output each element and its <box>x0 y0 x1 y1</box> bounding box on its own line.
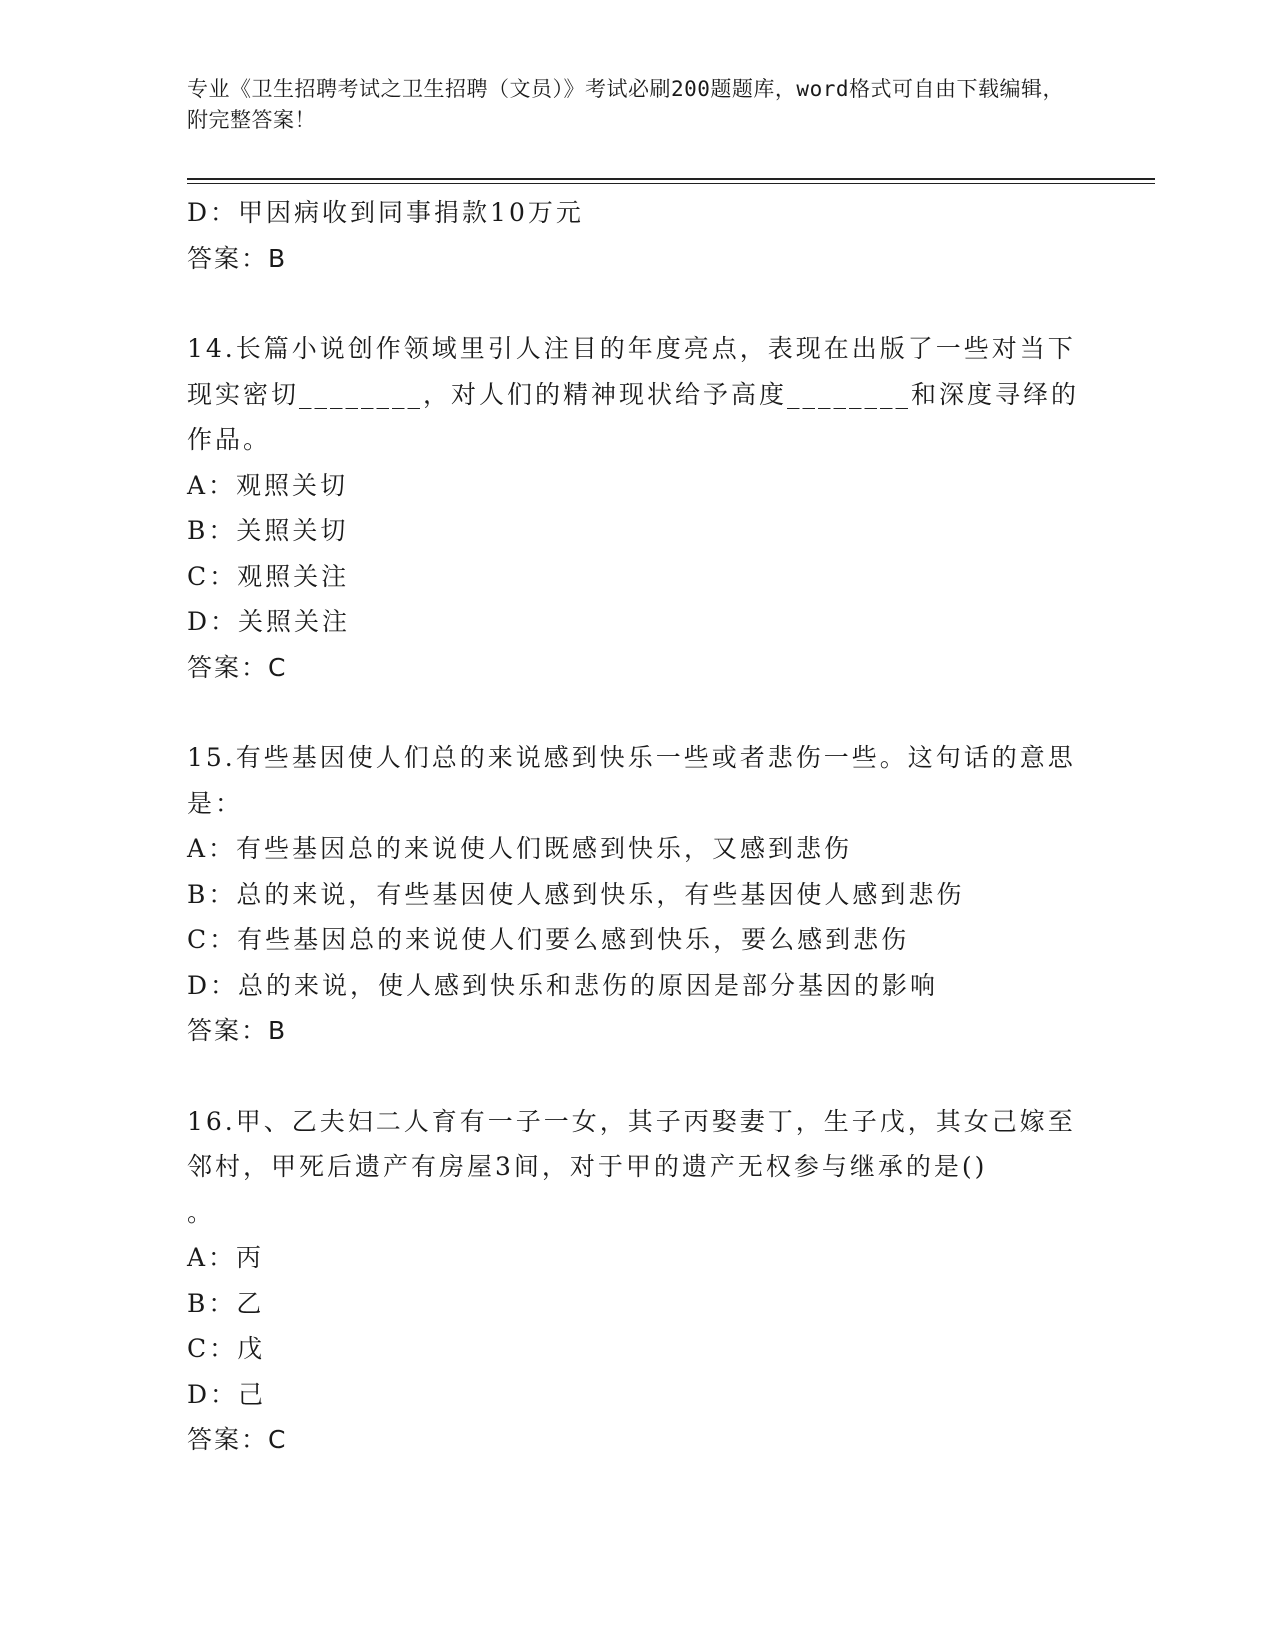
question-15 <box>187 735 1087 1054</box>
answer: 答案：C <box>187 1425 288 1454</box>
option-b: B：总的来说，有些基因使人感到快乐，有些基因使人感到悲伤 <box>187 879 965 909</box>
option-d: D：己 <box>187 1379 267 1409</box>
question-stem: 15.有些基因使人们总的来说感到快乐一些或者悲伤一些。这句话的意思是： <box>187 743 1076 818</box>
answer: 答案：B <box>187 1016 288 1045</box>
answer: 答案：C <box>187 652 288 682</box>
document-header: 专业《卫生招聘考试之卫生招聘（文员）》考试必刷200题题库，word格式可自由下载编辑，附完整答案！ <box>187 77 1064 132</box>
question-14 <box>187 326 1087 690</box>
option-c: C：有些基因总的来说使人们要么感到快乐，要么感到悲伤 <box>187 925 910 954</box>
header-rule-thick <box>187 178 1155 180</box>
option-b: B：关照关切 <box>187 516 349 545</box>
option-a: A：观照关切 <box>187 470 349 500</box>
answer: 答案：B <box>187 243 288 273</box>
question-list <box>187 190 1087 1463</box>
option-c: C：观照关注 <box>187 561 350 591</box>
question-16 <box>187 1099 1087 1463</box>
question-stem-tail: 。 <box>187 1197 214 1227</box>
option-c: C：戊 <box>187 1334 266 1363</box>
option-d: D：总的来说，使人感到快乐和悲伤的原因是部分基因的影响 <box>187 970 939 1000</box>
header-rule-thin <box>187 183 1155 184</box>
option-b: B：乙 <box>187 1288 265 1318</box>
question-stem: 14.长篇小说创作领域里引人注目的年度亮点，表现在出版了一些对当下现实密切________，对人们的精神现状给予高度________和深度寻绎的作品。 <box>187 334 1080 454</box>
question-stem: 16.甲、乙夫妇二人育有一子一女，其子丙娶妻丁，生子戊，其女己嫁至邻村，甲死后遗产有房屋3间，对于甲的遗产无权参与继承的是() <box>187 1106 1076 1181</box>
option-d: D：甲因病收到同事捐款10万元 <box>187 198 584 227</box>
option-d: D：关照关注 <box>187 607 351 636</box>
option-a: A：丙 <box>187 1243 265 1272</box>
option-a: A：有些基因总的来说使人们既感到快乐，又感到悲伤 <box>187 834 853 863</box>
